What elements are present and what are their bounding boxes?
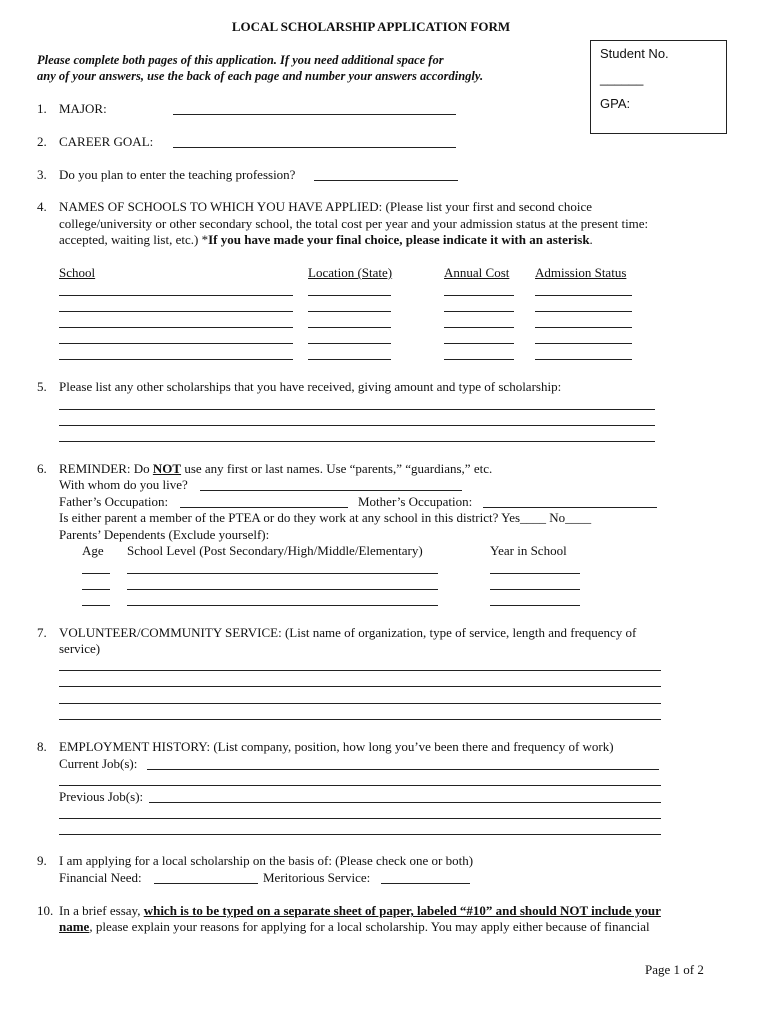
q4-line-3a: accepted, waiting list, etc.) * bbox=[59, 232, 209, 247]
cost-field[interactable] bbox=[444, 359, 514, 360]
location-field[interactable] bbox=[308, 295, 391, 296]
location-header: Location (State) bbox=[308, 265, 393, 280]
year-field[interactable] bbox=[490, 589, 580, 590]
previous-job-field[interactable] bbox=[149, 802, 661, 803]
q6-number: 6. bbox=[37, 461, 47, 476]
status-field[interactable] bbox=[535, 311, 632, 312]
age-header: Age bbox=[82, 543, 104, 558]
school-level-header: School Level (Post Secondary/High/Middle/Elementary) bbox=[127, 543, 423, 558]
q10-line-2b: , please explain your reasons for applying for a local scholarship. You may apply either because of financial bbox=[89, 919, 650, 934]
teaching-field[interactable] bbox=[314, 180, 458, 181]
previous-job-field[interactable] bbox=[59, 834, 661, 835]
q4-number: 4. bbox=[37, 199, 47, 214]
status-field[interactable] bbox=[535, 295, 632, 296]
q10-instruction: which is to be typed on a separate sheet of paper, labeled “#10” and should NOT include your bbox=[143, 903, 661, 918]
q8-number: 8. bbox=[37, 739, 47, 754]
current-job-field[interactable] bbox=[147, 769, 659, 770]
career-goal-label: CAREER GOAL: bbox=[59, 134, 154, 149]
scholarships-field[interactable] bbox=[59, 425, 655, 426]
annual-cost-header: Annual Cost bbox=[444, 265, 510, 280]
meritorious-service-field[interactable] bbox=[381, 883, 470, 884]
reminder-not: NOT bbox=[152, 461, 182, 476]
teaching-question: Do you plan to enter the teaching profession? bbox=[59, 167, 296, 182]
school-field[interactable] bbox=[59, 327, 293, 328]
reminder-b: use any first or last names. Use “parents,” “guardians,” etc. bbox=[181, 461, 493, 476]
student-info-box bbox=[590, 40, 727, 134]
school-level-field[interactable] bbox=[127, 605, 438, 606]
location-field[interactable] bbox=[308, 311, 391, 312]
q4-line-3c: . bbox=[589, 232, 593, 247]
q9-number: 9. bbox=[37, 853, 47, 868]
q10-number: 10. bbox=[37, 903, 54, 918]
status-field[interactable] bbox=[535, 327, 632, 328]
volunteer-field[interactable] bbox=[59, 703, 661, 704]
location-field[interactable] bbox=[308, 343, 391, 344]
age-field[interactable] bbox=[82, 573, 110, 574]
page-number: Page 1 of 2 bbox=[645, 962, 704, 977]
volunteer-field[interactable] bbox=[59, 686, 661, 687]
major-label: MAJOR: bbox=[59, 101, 107, 116]
age-field[interactable] bbox=[82, 605, 110, 606]
status-field[interactable] bbox=[535, 359, 632, 360]
status-field[interactable] bbox=[535, 343, 632, 344]
career-goal-field[interactable] bbox=[173, 147, 456, 148]
financial-need-label: Financial Need: bbox=[59, 870, 142, 885]
form-title: LOCAL SCHOLARSHIP APPLICATION FORM bbox=[231, 19, 511, 34]
year-in-school-header: Year in School bbox=[490, 543, 567, 558]
mother-occupation-label: Mother’s Occupation: bbox=[358, 494, 473, 509]
dependents-label: Parents’ Dependents (Exclude yourself): bbox=[59, 527, 270, 542]
cost-field[interactable] bbox=[444, 327, 514, 328]
cost-field[interactable] bbox=[444, 295, 514, 296]
live-with-field[interactable] bbox=[200, 490, 462, 491]
reminder-text bbox=[59, 461, 492, 477]
school-field[interactable] bbox=[59, 343, 293, 344]
intro-line-2: any of your answers, use the back of each page and number your answers accordingly. bbox=[37, 69, 484, 83]
q4-asterisk-note: If you have made your final choice, please indicate it with an asterisk bbox=[208, 232, 590, 247]
q5-number: 5. bbox=[37, 379, 47, 394]
cost-field[interactable] bbox=[444, 343, 514, 344]
school-level-field[interactable] bbox=[127, 589, 438, 590]
q10-line-1a: In a brief essay, bbox=[59, 903, 144, 918]
admission-status-header: Admission Status bbox=[535, 265, 627, 280]
q5-label: Please list any other scholarships that you have received, giving amount and type of scholarship: bbox=[59, 379, 562, 394]
gpa-label: GPA: bbox=[600, 96, 631, 111]
ptea-question: Is either parent a member of the PTEA or do they work at any school in this district? Yes____ No____ bbox=[59, 510, 592, 525]
major-field[interactable] bbox=[173, 114, 456, 115]
father-occupation-label: Father’s Occupation: bbox=[59, 494, 169, 509]
previous-job-label: Previous Job(s): bbox=[59, 789, 144, 804]
q10-line-1 bbox=[59, 903, 661, 919]
q4-line-3 bbox=[59, 232, 593, 248]
financial-need-field[interactable] bbox=[154, 883, 258, 884]
meritorious-service-label: Meritorious Service: bbox=[263, 870, 371, 885]
q7-number: 7. bbox=[37, 625, 47, 640]
mother-occupation-field[interactable] bbox=[483, 507, 657, 508]
student-no-label: Student No. bbox=[600, 46, 669, 61]
q3-number: 3. bbox=[37, 167, 47, 182]
intro-line-1: Please complete both pages of this application. If you need additional space for bbox=[37, 53, 444, 67]
school-level-field[interactable] bbox=[127, 573, 438, 574]
q9-line-1: I am applying for a local scholarship on the basis of: (Please check one or both) bbox=[59, 853, 474, 868]
q10-name: name bbox=[59, 919, 90, 934]
school-header: School bbox=[59, 265, 96, 280]
live-with-label: With whom do you live? bbox=[59, 477, 188, 492]
location-field[interactable] bbox=[308, 359, 391, 360]
cost-field[interactable] bbox=[444, 311, 514, 312]
volunteer-field[interactable] bbox=[59, 719, 661, 720]
year-field[interactable] bbox=[490, 573, 580, 574]
q4-line-2: college/university or other secondary school, the total cost per year and your admission status at the present time: bbox=[59, 216, 649, 231]
current-job-field[interactable] bbox=[59, 785, 661, 786]
school-field[interactable] bbox=[59, 295, 293, 296]
location-field[interactable] bbox=[308, 327, 391, 328]
q7-line-2: service) bbox=[59, 641, 101, 656]
q8-line-1: EMPLOYMENT HISTORY: (List company, position, how long you’ve been there and frequency of work) bbox=[59, 739, 614, 754]
year-field[interactable] bbox=[490, 605, 580, 606]
father-occupation-field[interactable] bbox=[180, 507, 348, 508]
school-field[interactable] bbox=[59, 311, 293, 312]
scholarships-field[interactable] bbox=[59, 441, 655, 442]
q10-line-2 bbox=[59, 919, 650, 935]
volunteer-field[interactable] bbox=[59, 670, 661, 671]
reminder-a: REMINDER: Do bbox=[59, 461, 153, 476]
q7-line-1: VOLUNTEER/COMMUNITY SERVICE: (List name of organization, type of service, length and frequency of bbox=[59, 625, 637, 640]
q4-line-1: NAMES OF SCHOOLS TO WHICH YOU HAVE APPLIED: (Please list your first and second choice bbox=[59, 199, 592, 214]
q1-number: 1. bbox=[37, 101, 47, 116]
age-field[interactable] bbox=[82, 589, 110, 590]
scholarships-field[interactable] bbox=[59, 409, 655, 410]
previous-job-field[interactable] bbox=[59, 818, 661, 819]
q2-number: 2. bbox=[37, 134, 47, 149]
student-no-field[interactable]: ______ bbox=[600, 71, 644, 86]
school-field[interactable] bbox=[59, 359, 293, 360]
current-job-label: Current Job(s): bbox=[59, 756, 138, 771]
